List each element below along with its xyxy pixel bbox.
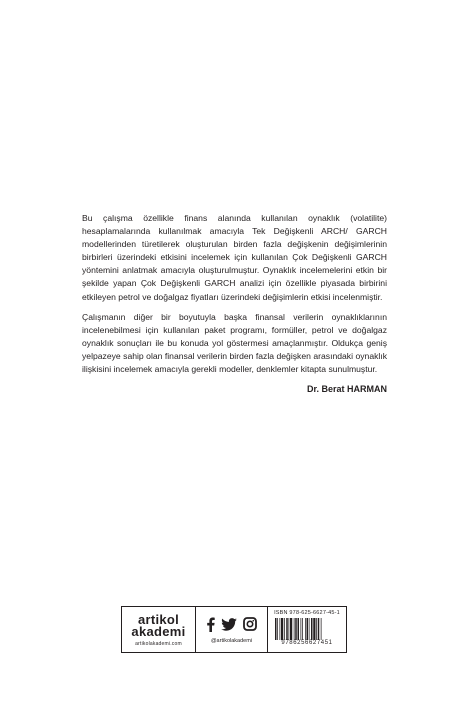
author-name: Dr. Berat HARMAN [306,384,387,395]
barcode [274,618,340,640]
paragraph-2: Çalışmanın diğer bir boyutuyla başka finansal verilerin oynaklıklarının incelenebilmesi için kullanılan paket programı, formüller, petrol ve doğalgaz oynaklık sonuçları ile bu konuda yol göstermesi amaçlanmıştır. Oldukça geniş yelpazeye sahip olan finansal verilerin birden fazla değişken arasındaki oynaklık ilişkisini incelemek amacıyla gerekli modeller, denklemler kitapta sunulmuştur. [82,311,387,375]
publisher-info-strip [121,606,347,653]
facebook-icon [206,617,215,632]
social-handle: @artikolakademi [210,638,253,644]
social-media [196,607,268,652]
isbn-block [268,607,346,652]
publisher-url: artikolakademi.com [135,641,182,647]
instagram-icon [243,617,257,631]
barcode-number: 9786256627451 [281,640,333,646]
logo-line-1: artikol [137,612,180,627]
publisher-logo [122,607,196,652]
isbn-label: ISBN 978-625-6627-45-1 [274,610,340,616]
back-cover-text [82,212,387,396]
paragraph-1: Bu çalışma özellikle finans alanında kullanılan oynaklık (volatilite) hesaplamalarında kullanılmak amacıyla Tek Değişkenli ARCH/ GARCH modellerinden türetilerek oluşturulan birden fazla değişkenin değişimlerinin birbirleri üzerindeki etkisini incelemek için kullanılan Çok Değişkenli GARCH yöntemini anlatmak amacıyla oluşturulmuştur. Oynaklık incelemelerini etkin bir şekilde yapan Çok Değişkenli GARCH analizi için özellikle piyasada birbirini etkileyen petrol ve doğalgaz fiyatları üzerindeki değişimlerin etkisi incelenmiştir. [82,213,387,302]
logo-line-2: akademi [131,624,186,639]
twitter-icon [221,618,237,631]
